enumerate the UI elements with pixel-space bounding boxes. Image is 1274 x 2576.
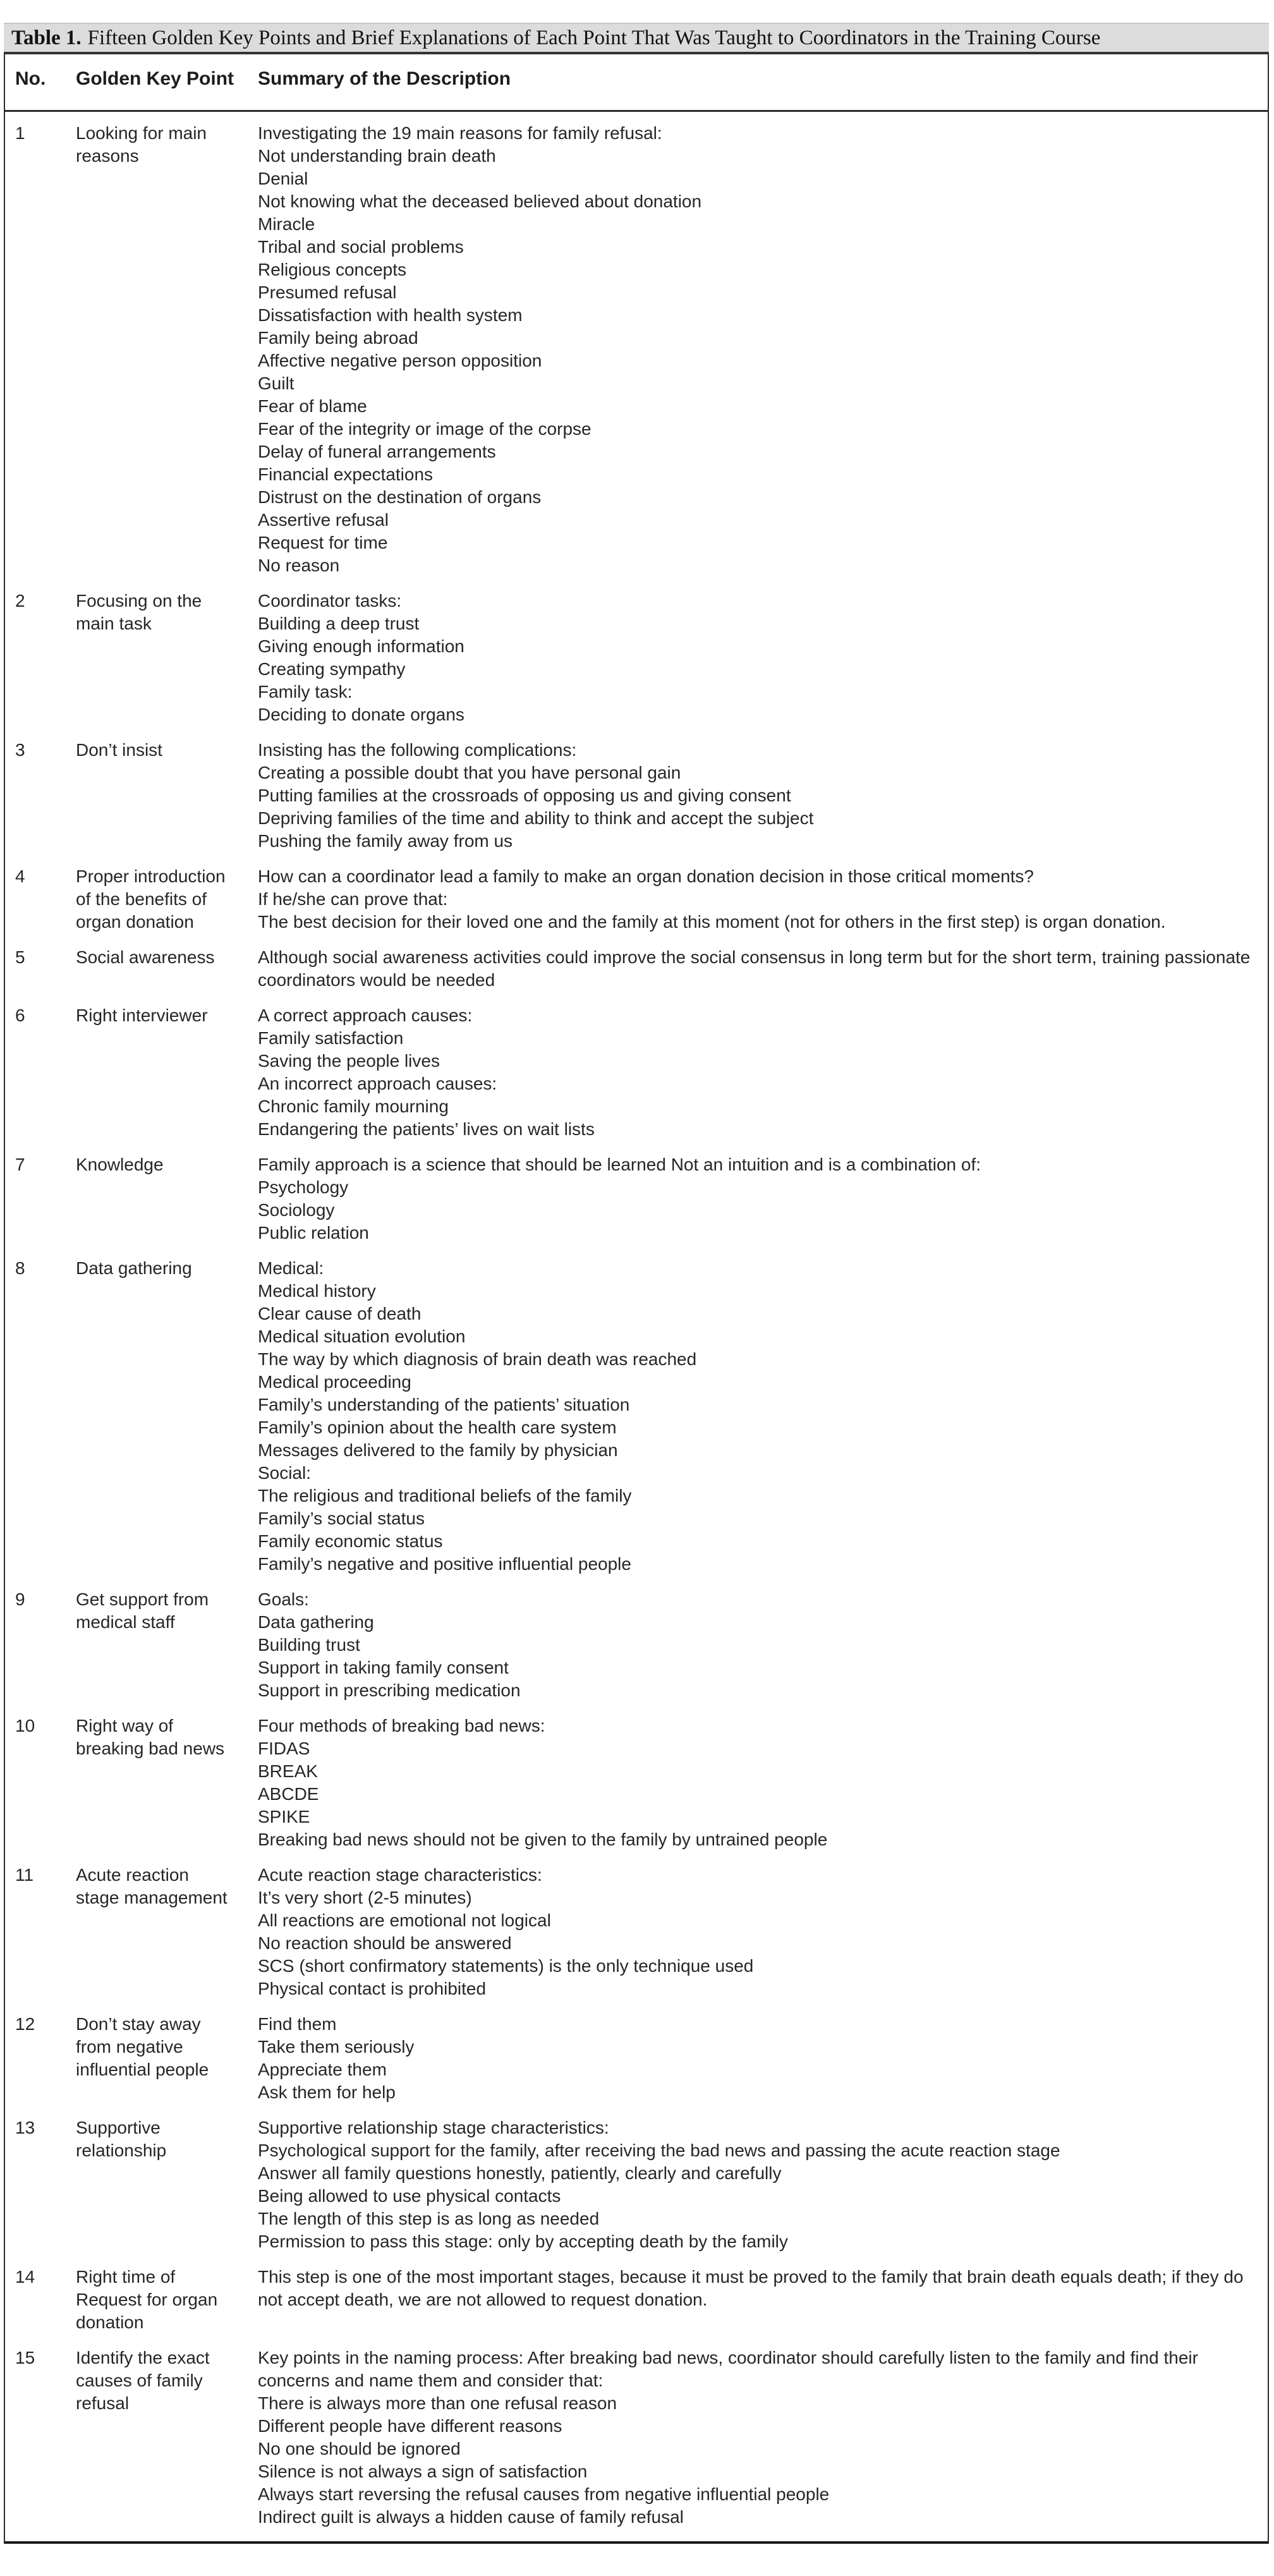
description-line: Building a deep trust — [258, 614, 420, 633]
key-point-cell: Right time of Request for organ donation — [76, 2267, 218, 2332]
key-point-cell: Knowledge — [76, 1155, 164, 1174]
description-line: Answer all family questions honestly, patiently, clearly and carefully — [258, 2163, 782, 2183]
description-cell — [258, 590, 1259, 726]
table-row — [5, 739, 1268, 865]
table-row — [5, 1153, 1268, 1257]
description-line: Request for time — [258, 533, 388, 552]
description-line: Take them seriously — [258, 2037, 415, 2057]
description-line: Psychological support for the family, after receiving the bad news and passing the acute reaction stage — [258, 2141, 1060, 2160]
row-number-cell: 13 — [15, 2118, 35, 2137]
description-line: How can a coordinator lead a family to make an organ donation decision in those critical moments? — [258, 866, 1034, 886]
description-line: Family satisfaction — [258, 1028, 404, 1048]
description-line: Data gathering — [258, 1612, 374, 1632]
description-line: Family economic status — [258, 1531, 443, 1551]
row-number-cell: 9 — [15, 1589, 25, 1609]
description-line: If he/she can prove that: — [258, 889, 448, 909]
key-point-cell: Don’t insist — [76, 740, 162, 760]
description-line: Indirect guilt is always a hidden cause of family refusal — [258, 2507, 684, 2527]
description-cell — [258, 122, 1259, 577]
table-row — [5, 1004, 1268, 1153]
description-line: Medical situation evolution — [258, 1327, 466, 1346]
description-line: Medical history — [258, 1281, 376, 1301]
description-line: Public relation — [258, 1223, 369, 1242]
description-line: Giving enough information — [258, 636, 464, 656]
key-point-cell: Don’t stay away from negative influential people — [76, 2014, 209, 2079]
table-row — [5, 865, 1268, 946]
description-line: No reaction should be answered — [258, 1933, 512, 1953]
description-cell — [258, 1153, 1259, 1244]
table-row — [5, 946, 1268, 1004]
description-line: Medical: — [258, 1258, 324, 1278]
description-cell — [258, 865, 1259, 933]
key-point-cell: Data gathering — [76, 1258, 192, 1278]
table-row — [5, 122, 1268, 590]
description-line: Religious concepts — [258, 260, 407, 279]
description-line: Psychology — [258, 1177, 349, 1197]
description-line: Tribal and social problems — [258, 237, 464, 257]
description-line: Saving the people lives — [258, 1051, 440, 1071]
description-line: Endangering the patients’ lives on wait lists — [258, 1119, 595, 1139]
description-line: Family’s understanding of the patients’ situation — [258, 1395, 630, 1414]
table-title-label: Table 1. — [11, 26, 82, 49]
description-cell — [258, 1864, 1259, 2000]
description-line: Family approach is a science that should be learned Not an intuition and is a combination of: — [258, 1155, 981, 1174]
description-cell — [258, 2266, 1259, 2334]
description-line: There is always more than one refusal reason — [258, 2393, 617, 2413]
description-line: Building trust — [258, 1635, 360, 1655]
row-number-cell: 6 — [15, 1005, 25, 1025]
key-point-cell: Get support from medical staff — [76, 1589, 209, 1632]
description-cell — [258, 739, 1259, 853]
key-point-cell: Looking for main reasons — [76, 123, 207, 166]
table-title-text: Fifteen Golden Key Points and Brief Explanations of Each Point That Was Taught to Coordinators in the Training Course — [87, 26, 1101, 49]
key-point-cell: Proper introduction of the benefits of organ donation — [76, 866, 226, 932]
description-cell — [258, 946, 1259, 992]
description-line: Putting families at the crossroads of opposing us and giving consent — [258, 786, 791, 805]
description-line: Goals: — [258, 1589, 309, 1609]
description-line: Guilt — [258, 374, 294, 393]
row-number-cell: 1 — [15, 123, 25, 143]
description-line: Depriving families of the time and ability to think and accept the subject — [258, 808, 814, 828]
description-line: Creating sympathy — [258, 659, 406, 679]
description-line: No one should be ignored — [258, 2439, 461, 2458]
key-point-cell: Social awareness — [76, 947, 215, 967]
row-number-cell: 15 — [15, 2348, 35, 2367]
description-line: Delay of funeral arrangements — [258, 442, 496, 461]
row-number-cell: 2 — [15, 591, 25, 611]
column-header-summary: Summary of the Description — [258, 68, 511, 89]
description-line: Miracle — [258, 214, 315, 234]
row-number-cell: 4 — [15, 866, 25, 886]
description-line: An incorrect approach causes: — [258, 1074, 497, 1093]
description-line: Clear cause of death — [258, 1304, 422, 1323]
description-line: Medical proceeding — [258, 1372, 411, 1392]
table-row — [5, 2347, 1268, 2541]
description-line: The best decision for their loved one and the family at this moment (not for others in the first step) is organ donation. — [258, 912, 1166, 932]
description-line: Coordinator tasks: — [258, 591, 402, 611]
column-header-key-point: Golden Key Point — [76, 68, 234, 89]
description-line: SPIKE — [258, 1807, 310, 1826]
description-cell — [258, 2117, 1259, 2253]
key-point-cell: Focusing on the main task — [76, 591, 202, 633]
description-line: Family’s social status — [258, 1509, 425, 1528]
description-line: Silence is not always a sign of satisfaction — [258, 2462, 588, 2481]
key-point-cell: Right way of breaking bad news — [76, 1716, 225, 1758]
table-body — [5, 112, 1268, 2541]
key-point-cell: Acute reaction stage management — [76, 1865, 228, 1907]
table-row — [5, 1257, 1268, 1588]
description-line: Family task: — [258, 682, 353, 702]
description-line: Support in prescribing medication — [258, 1680, 521, 1700]
description-cell — [258, 2013, 1259, 2104]
description-line: Appreciate them — [258, 2060, 387, 2079]
description-line: Key points in the naming process: After breaking bad news, coordinator should carefully listen to the family and find their concerns and name them and consider that: — [258, 2348, 1198, 2390]
column-header-no: No. — [15, 68, 46, 89]
description-line: Not understanding brain death — [258, 146, 496, 166]
table-row — [5, 2013, 1268, 2117]
table-header-row — [5, 54, 1268, 112]
description-line: Always start reversing the refusal causes from negative influential people — [258, 2484, 830, 2504]
description-line: ABCDE — [258, 1784, 319, 1804]
table-row — [5, 1588, 1268, 1715]
description-line: Affective negative person opposition — [258, 351, 542, 370]
description-line: The length of this step is as long as needed — [258, 2209, 600, 2228]
description-line: FIDAS — [258, 1739, 310, 1758]
description-cell — [258, 1715, 1259, 1851]
description-line: Financial expectations — [258, 465, 434, 484]
description-line: Pushing the family away from us — [258, 831, 513, 851]
table-grid — [4, 54, 1269, 2544]
table-title-bar — [4, 23, 1269, 54]
description-line: This step is one of the most important stages, because it must be proved to the family that brain death equals death; if they do not accept death, we are not allowed to request donation. — [258, 2267, 1244, 2309]
description-line: Fear of the integrity or image of the corpse — [258, 419, 592, 439]
row-number-cell: 7 — [15, 1155, 25, 1174]
description-cell — [258, 1257, 1259, 1576]
row-number-cell: 11 — [15, 1865, 34, 1885]
description-line: All reactions are emotional not logical — [258, 1911, 551, 1930]
description-line: Fear of blame — [258, 396, 367, 416]
table-row — [5, 1864, 1268, 2013]
description-cell — [258, 2347, 1259, 2529]
description-line: Four methods of breaking bad news: — [258, 1716, 545, 1735]
description-line: Messages delivered to the family by physician — [258, 1440, 618, 1460]
description-line: Chronic family mourning — [258, 1097, 449, 1116]
description-line: Social: — [258, 1463, 312, 1483]
description-line: It’s very short (2-5 minutes) — [258, 1888, 472, 1907]
description-line: Breaking bad news should not be given to the family by untrained people — [258, 1830, 828, 1849]
description-line: Ask them for help — [258, 2082, 396, 2102]
description-line: Presumed refusal — [258, 283, 397, 302]
description-line: Creating a possible doubt that you have personal gain — [258, 763, 681, 782]
description-line: Permission to pass this stage: only by accepting death by the family — [258, 2232, 788, 2251]
description-line: Being allowed to use physical contacts — [258, 2186, 561, 2206]
description-cell — [258, 1004, 1259, 1141]
key-point-cell: Supportive relationship — [76, 2118, 167, 2160]
description-line: Find them — [258, 2014, 337, 2034]
description-line: The religious and traditional beliefs of the family — [258, 1486, 632, 1505]
description-line: Although social awareness activities could improve the social consensus in long term but for the short term, training passionate coordinators would be needed — [258, 947, 1251, 990]
key-point-cell: Identify the exact causes of family refusal — [76, 2348, 210, 2413]
description-line: The way by which diagnosis of brain death was reached — [258, 1349, 697, 1369]
description-line: Denial — [258, 169, 308, 188]
description-line: SCS (short confirmatory statements) is the only technique used — [258, 1956, 754, 1976]
description-line: Different people have different reasons — [258, 2416, 562, 2436]
description-line: Distrust on the destination of organs — [258, 487, 542, 507]
description-line: Insisting has the following complications: — [258, 740, 577, 760]
description-line: Acute reaction stage characteristics: — [258, 1865, 542, 1885]
description-line: Not knowing what the deceased believed about donation — [258, 191, 702, 211]
description-line: Assertive refusal — [258, 510, 389, 530]
table-row — [5, 2117, 1268, 2266]
description-line: Support in taking family consent — [258, 1658, 509, 1677]
description-line: Investigating the 19 main reasons for family refusal: — [258, 123, 662, 143]
row-number-cell: 10 — [15, 1716, 35, 1735]
table — [4, 23, 1269, 2544]
row-number-cell: 14 — [15, 2267, 35, 2287]
table-row — [5, 2266, 1268, 2347]
row-number-cell: 8 — [15, 1258, 25, 1278]
description-line: Physical contact is prohibited — [258, 1979, 487, 1998]
description-line: Family’s negative and positive influential people — [258, 1554, 631, 1574]
key-point-cell: Right interviewer — [76, 1005, 208, 1025]
description-line: Dissatisfaction with health system — [258, 305, 523, 325]
row-number-cell: 12 — [15, 2014, 35, 2034]
description-line: Family’s opinion about the health care system — [258, 1418, 617, 1437]
row-number-cell: 3 — [15, 740, 25, 760]
table-row — [5, 590, 1268, 739]
description-cell — [258, 1588, 1259, 1702]
description-line: Sociology — [258, 1200, 335, 1220]
description-line: Deciding to donate organs — [258, 705, 464, 724]
row-number-cell: 5 — [15, 947, 25, 967]
description-line: Family being abroad — [258, 328, 418, 348]
description-line: Supportive relationship stage characteristics: — [258, 2118, 609, 2137]
description-line: A correct approach causes: — [258, 1005, 473, 1025]
table-row — [5, 1715, 1268, 1864]
description-line: BREAK — [258, 1761, 318, 1781]
description-line: No reason — [258, 556, 340, 575]
